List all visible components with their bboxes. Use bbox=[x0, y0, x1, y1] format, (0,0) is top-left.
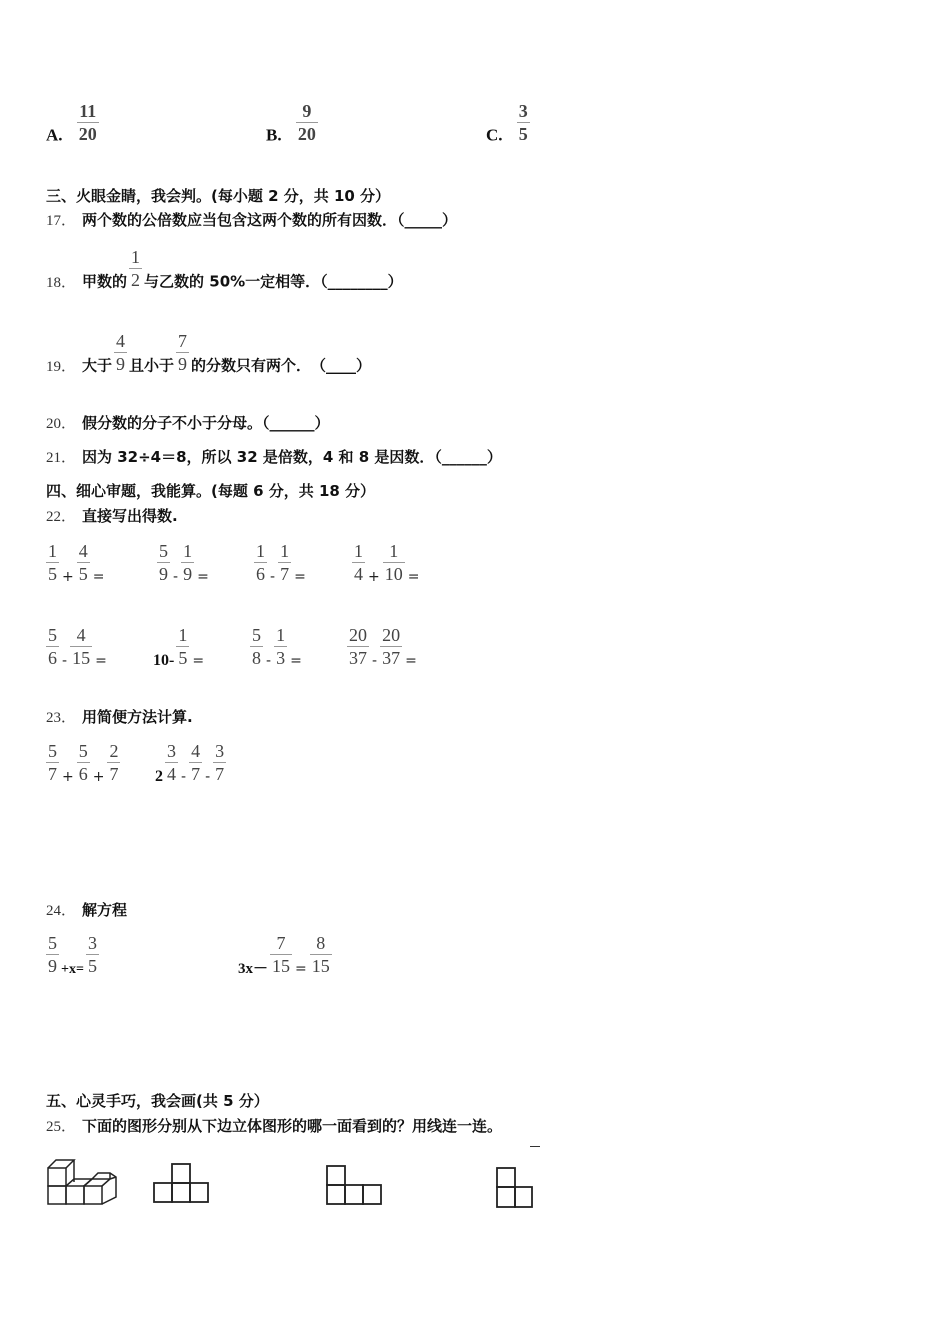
question-17: 17． 两个数的公倍数应当包含这两个数的所有因数．（_____） bbox=[46, 211, 458, 229]
option-b-label: B. bbox=[266, 125, 282, 145]
calc-22-2: $\frac{5}{9}$ - $\frac{1}{9}$ = bbox=[159, 541, 209, 585]
calc-23-2: 2 $\frac{3}{4}$ - $\frac{4}{7}$ - $\frac{3}{7}$ bbox=[155, 741, 225, 785]
equation-24-1: $\frac{5}{9}$ +x= $\frac{3}{5}$ bbox=[48, 933, 97, 977]
calc-22-3: $\frac{1}{6}$ - $\frac{1}{7}$ = bbox=[256, 541, 306, 585]
view-figure-3 bbox=[495, 1166, 535, 1210]
question-22: 22． 直接写出得数. bbox=[46, 507, 178, 525]
question-20: 20． 假分数的分子不小于分母。（______） bbox=[46, 414, 330, 432]
fraction: $\frac{7}{9}$ bbox=[178, 331, 188, 374]
section4-heading: 四、细心审题，我能算。(每题 6 分，共 18 分） bbox=[46, 482, 376, 500]
calc-22-1: $\frac{1}{5}$ + $\frac{4}{5}$ = bbox=[48, 541, 105, 585]
option-b-fraction: $\frac{9}{20}$ bbox=[297, 101, 316, 144]
option-b bbox=[266, 100, 320, 145]
option-c bbox=[486, 100, 532, 145]
option-a-fraction: $\frac{11}{20}$ bbox=[78, 101, 97, 144]
fraction: $\frac{4}{9}$ bbox=[116, 331, 126, 374]
calc-22-4: $\frac{1}{4}$ + $\frac{1}{10}$ = bbox=[354, 541, 420, 585]
option-c-fraction: $\frac{3}{5}$ bbox=[518, 101, 528, 144]
view-figure-1 bbox=[153, 1162, 211, 1204]
calc-22-8: $\frac{20}{37}$ - $\frac{20}{37}$ = bbox=[349, 625, 417, 669]
section3-heading: 三、火眼金睛，我会判。(每小题 2 分，共 10 分） bbox=[46, 187, 391, 205]
question-21: 21． 因为 32÷4＝8，所以 32 是倍数，4 和 8 是因数．（______） bbox=[46, 448, 502, 466]
scan-mark bbox=[530, 1146, 540, 1147]
calc-23-1: $\frac{5}{7}$ + $\frac{5}{6}$ + $\frac{2}{7}$ bbox=[48, 741, 119, 785]
question-18: 18． 甲数的 $\frac{1}{2}$ 与乙数的 50%一定相等．（________） bbox=[46, 247, 403, 291]
calc-22-6: 10- $\frac{1}{5}$ = bbox=[153, 625, 205, 669]
question-24: 24． 解方程 bbox=[46, 901, 128, 919]
cube-solid-figure bbox=[46, 1155, 120, 1207]
calc-22-5: $\frac{5}{6}$ - $\frac{4}{15}$ = bbox=[48, 625, 107, 669]
equation-24-2: 3x－ $\frac{7}{15}$ = $\frac{8}{15}$ bbox=[238, 933, 330, 977]
question-25: 25． 下面的图形分别从下边立体图形的哪一面看到的？用线连一连。 bbox=[46, 1117, 503, 1135]
question-23: 23． 用简便方法计算. bbox=[46, 708, 193, 726]
section5-heading: 五、心灵手巧，我会画(共 5 分） bbox=[46, 1092, 269, 1110]
calc-22-7: $\frac{5}{8}$ - $\frac{1}{3}$ = bbox=[252, 625, 302, 669]
fraction: $\frac{1}{2}$ bbox=[131, 247, 141, 290]
view-figure-2 bbox=[325, 1164, 383, 1206]
option-c-label: C. bbox=[486, 125, 503, 145]
option-a-label: A. bbox=[46, 125, 63, 145]
question-19: 19． 大于 $\frac{4}{9}$ 且小于 $\frac{7}{9}$ 的分数只有两个． （____） bbox=[46, 331, 372, 375]
option-a bbox=[46, 100, 101, 145]
